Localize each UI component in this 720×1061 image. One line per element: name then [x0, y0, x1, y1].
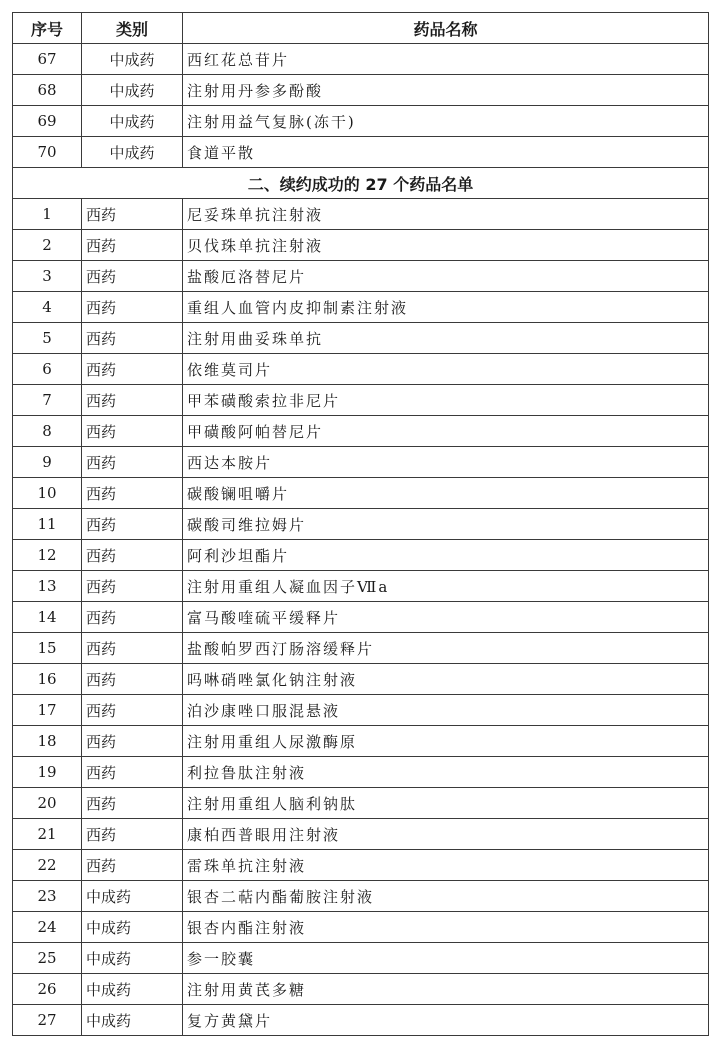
row-category: 西药 [82, 416, 183, 447]
table-row [13, 230, 709, 261]
table-row [13, 261, 709, 292]
header-no: 序号 [13, 13, 82, 44]
row-drug-name: 尼妥珠单抗注射液 [183, 199, 709, 230]
row-drug-name: 食道平散 [183, 137, 709, 168]
row-number: 4 [13, 292, 82, 323]
table-row [13, 633, 709, 664]
row-number: 11 [13, 509, 82, 540]
table-row [13, 695, 709, 726]
row-drug-name: 吗啉硝唑氯化钠注射液 [183, 664, 709, 695]
section-row-group [13, 168, 709, 199]
row-drug-name: 注射用重组人凝血因子Ⅶa [183, 571, 709, 602]
table-row [13, 106, 709, 137]
row-drug-name: 注射用曲妥珠单抗 [183, 323, 709, 354]
row-number: 20 [13, 788, 82, 819]
row-drug-name: 碳酸司维拉姆片 [183, 509, 709, 540]
table-row [13, 323, 709, 354]
row-drug-name: 泊沙康唑口服混悬液 [183, 695, 709, 726]
row-drug-name: 康柏西普眼用注射液 [183, 819, 709, 850]
table-row [13, 912, 709, 943]
table-row [13, 478, 709, 509]
row-number: 16 [13, 664, 82, 695]
row-category: 西药 [82, 323, 183, 354]
table-row [13, 292, 709, 323]
table-row [13, 974, 709, 1005]
row-category: 中成药 [82, 44, 183, 75]
table-row [13, 664, 709, 695]
section-title-row [13, 168, 709, 199]
row-drug-name: 依维莫司片 [183, 354, 709, 385]
row-number: 26 [13, 974, 82, 1005]
row-category: 中成药 [82, 974, 183, 1005]
row-drug-name: 盐酸帕罗西汀肠溶缓释片 [183, 633, 709, 664]
row-category: 西药 [82, 571, 183, 602]
row-category: 西药 [82, 726, 183, 757]
table-row [13, 199, 709, 230]
row-number: 68 [13, 75, 82, 106]
table-row [13, 881, 709, 912]
table-row [13, 757, 709, 788]
table-row [13, 850, 709, 881]
row-drug-name: 甲磺酸阿帕替尼片 [183, 416, 709, 447]
row-number: 22 [13, 850, 82, 881]
row-drug-name: 注射用益气复脉(冻干) [183, 106, 709, 137]
row-number: 7 [13, 385, 82, 416]
row-category: 中成药 [82, 137, 183, 168]
table-header-row [13, 13, 709, 44]
row-category: 中成药 [82, 912, 183, 943]
row-category: 西药 [82, 199, 183, 230]
row-category: 西药 [82, 540, 183, 571]
drug-list-document [12, 12, 709, 1036]
row-number: 23 [13, 881, 82, 912]
row-number: 14 [13, 602, 82, 633]
section-title: 二、续约成功的 27 个药品名单 [13, 168, 709, 199]
row-number: 21 [13, 819, 82, 850]
table-row [13, 416, 709, 447]
row-category: 中成药 [82, 75, 183, 106]
row-drug-name: 碳酸镧咀嚼片 [183, 478, 709, 509]
row-category: 西药 [82, 664, 183, 695]
row-drug-name: 雷珠单抗注射液 [183, 850, 709, 881]
row-category: 西药 [82, 819, 183, 850]
row-number: 24 [13, 912, 82, 943]
table-row [13, 137, 709, 168]
row-drug-name: 利拉鲁肽注射液 [183, 757, 709, 788]
row-category: 西药 [82, 633, 183, 664]
row-number: 3 [13, 261, 82, 292]
row-number: 70 [13, 137, 82, 168]
row-drug-name: 富马酸喹硫平缓释片 [183, 602, 709, 633]
row-drug-name: 银杏内酯注射液 [183, 912, 709, 943]
row-category: 中成药 [82, 106, 183, 137]
row-number: 9 [13, 447, 82, 478]
row-category: 西药 [82, 788, 183, 819]
row-number: 13 [13, 571, 82, 602]
table-row [13, 354, 709, 385]
row-drug-name: 西达本胺片 [183, 447, 709, 478]
row-number: 6 [13, 354, 82, 385]
row-number: 18 [13, 726, 82, 757]
row-number: 25 [13, 943, 82, 974]
row-category: 西药 [82, 354, 183, 385]
table-row [13, 788, 709, 819]
row-number: 69 [13, 106, 82, 137]
table-row [13, 726, 709, 757]
row-drug-name: 参一胶囊 [183, 943, 709, 974]
row-number: 2 [13, 230, 82, 261]
row-drug-name: 盐酸厄洛替尼片 [183, 261, 709, 292]
table-row [13, 44, 709, 75]
row-category: 西药 [82, 695, 183, 726]
row-drug-name: 注射用重组人尿激酶原 [183, 726, 709, 757]
table-row [13, 385, 709, 416]
table-row [13, 540, 709, 571]
table-row [13, 819, 709, 850]
row-drug-name: 银杏二萜内酯葡胺注射液 [183, 881, 709, 912]
row-drug-name: 阿利沙坦酯片 [183, 540, 709, 571]
row-number: 17 [13, 695, 82, 726]
row-category: 西药 [82, 230, 183, 261]
row-category: 西药 [82, 447, 183, 478]
row-category: 西药 [82, 602, 183, 633]
table-body-bottom [13, 199, 709, 1036]
table-row [13, 943, 709, 974]
row-number: 1 [13, 199, 82, 230]
row-number: 67 [13, 44, 82, 75]
row-drug-name: 注射用丹参多酚酸 [183, 75, 709, 106]
table-row [13, 1005, 709, 1036]
row-number: 15 [13, 633, 82, 664]
header-drug-name: 药品名称 [183, 13, 709, 44]
header-category: 类别 [82, 13, 183, 44]
row-category: 中成药 [82, 881, 183, 912]
row-category: 西药 [82, 509, 183, 540]
row-drug-name: 复方黄黛片 [183, 1005, 709, 1036]
row-drug-name: 注射用重组人脑利钠肽 [183, 788, 709, 819]
row-category: 西药 [82, 850, 183, 881]
row-number: 5 [13, 323, 82, 354]
row-number: 10 [13, 478, 82, 509]
table-row [13, 447, 709, 478]
row-category: 西药 [82, 385, 183, 416]
row-drug-name: 注射用黄芪多糖 [183, 974, 709, 1005]
row-drug-name: 重组人血管内皮抑制素注射液 [183, 292, 709, 323]
row-category: 中成药 [82, 943, 183, 974]
drug-list-table [12, 12, 709, 1036]
table-body-top [13, 44, 709, 168]
row-category: 中成药 [82, 1005, 183, 1036]
row-category: 西药 [82, 261, 183, 292]
row-drug-name: 西红花总苷片 [183, 44, 709, 75]
row-category: 西药 [82, 292, 183, 323]
row-number: 27 [13, 1005, 82, 1036]
row-number: 12 [13, 540, 82, 571]
row-category: 西药 [82, 478, 183, 509]
table-row [13, 602, 709, 633]
row-number: 8 [13, 416, 82, 447]
row-drug-name: 贝伐珠单抗注射液 [183, 230, 709, 261]
row-number: 19 [13, 757, 82, 788]
table-row [13, 75, 709, 106]
table-row [13, 571, 709, 602]
row-category: 西药 [82, 757, 183, 788]
row-drug-name: 甲苯磺酸索拉非尼片 [183, 385, 709, 416]
table-row [13, 509, 709, 540]
